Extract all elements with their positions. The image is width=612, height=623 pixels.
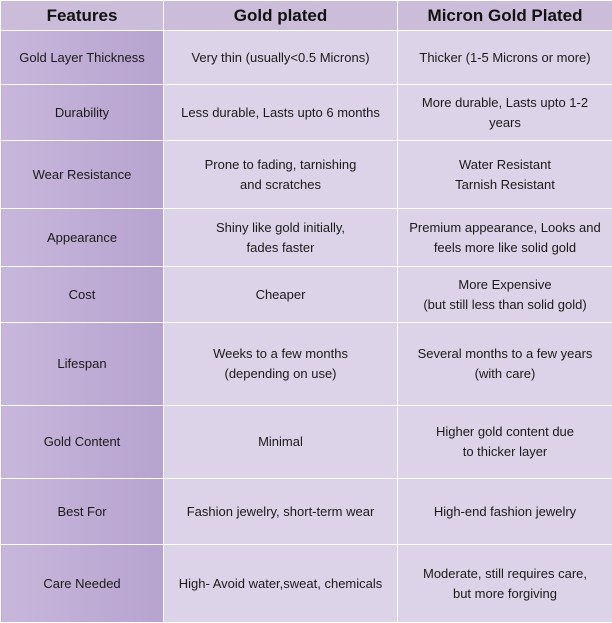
table-header — [1, 1, 612, 31]
micron-gold-plated-cell — [398, 209, 612, 267]
micron-gold-plated-value: High-end fashion jewelry — [404, 502, 606, 522]
micron-gold-plated-value: Higher gold content due to thicker layer — [404, 422, 606, 462]
feature-cell — [1, 31, 164, 85]
table-row — [1, 406, 612, 479]
gold-plated-value: Weeks to a few months (depending on use) — [170, 344, 391, 384]
gold-plated-cell — [164, 406, 398, 479]
table-body — [1, 31, 612, 623]
micron-gold-plated-cell — [398, 323, 612, 406]
table-row — [1, 267, 612, 323]
feature-label: Cost — [7, 285, 157, 305]
table-row — [1, 545, 612, 623]
micron-gold-plated-cell — [398, 479, 612, 545]
gold-plated-cell — [164, 31, 398, 85]
micron-gold-plated-value: More durable, Lasts upto 1-2 years — [404, 93, 606, 133]
micron-gold-plated-value: More Expensive (but still less than solid gold) — [404, 275, 606, 315]
micron-gold-plated-value: Several months to a few years (with care) — [404, 344, 606, 384]
feature-cell — [1, 209, 164, 267]
header-features: Features — [1, 1, 164, 31]
table-row — [1, 85, 612, 141]
feature-cell — [1, 545, 164, 623]
feature-cell — [1, 267, 164, 323]
header-row — [1, 1, 612, 31]
micron-gold-plated-cell — [398, 85, 612, 141]
feature-cell — [1, 323, 164, 406]
table-row — [1, 31, 612, 85]
gold-plated-value: Fashion jewelry, short-term wear — [170, 502, 391, 522]
gold-plated-value: Shiny like gold initially, fades faster — [170, 218, 391, 258]
gold-plated-value: Cheaper — [170, 285, 391, 305]
feature-cell — [1, 479, 164, 545]
micron-gold-plated-value: Premium appearance, Looks and feels more like solid gold — [404, 218, 606, 258]
feature-label: Care Needed — [7, 574, 157, 594]
feature-cell — [1, 406, 164, 479]
header-micron-gold-plated: Micron Gold Plated — [398, 1, 612, 31]
micron-gold-plated-cell — [398, 31, 612, 85]
gold-plated-cell — [164, 545, 398, 623]
gold-plated-cell — [164, 267, 398, 323]
header-gold-plated: Gold plated — [164, 1, 398, 31]
feature-label: Wear Resistance — [7, 165, 157, 185]
feature-label: Gold Layer Thickness — [7, 48, 157, 68]
table-row — [1, 323, 612, 406]
feature-label: Lifespan — [7, 354, 157, 374]
gold-plated-cell — [164, 323, 398, 406]
micron-gold-plated-cell — [398, 267, 612, 323]
feature-cell — [1, 141, 164, 209]
table-row — [1, 209, 612, 267]
gold-plated-value: Minimal — [170, 432, 391, 452]
gold-plated-value: Very thin (usually<0.5 Microns) — [170, 48, 391, 68]
gold-plated-cell — [164, 479, 398, 545]
feature-label: Appearance — [7, 228, 157, 248]
micron-gold-plated-value: Thicker (1-5 Microns or more) — [404, 48, 606, 68]
micron-gold-plated-value: Water Resistant Tarnish Resistant — [404, 155, 606, 195]
table-row — [1, 141, 612, 209]
gold-plated-value: Less durable, Lasts upto 6 months — [170, 103, 391, 123]
gold-plated-value: High- Avoid water,sweat, chemicals — [170, 574, 391, 594]
feature-cell — [1, 85, 164, 141]
micron-gold-plated-value: Moderate, still requires care, but more forgiving — [404, 564, 606, 604]
gold-plated-cell — [164, 85, 398, 141]
micron-gold-plated-cell — [398, 545, 612, 623]
gold-plated-cell — [164, 141, 398, 209]
feature-label: Gold Content — [7, 432, 157, 452]
table-row — [1, 479, 612, 545]
feature-label: Best For — [7, 502, 157, 522]
gold-plated-value: Prone to fading, tarnishing and scratches — [170, 155, 391, 195]
micron-gold-plated-cell — [398, 406, 612, 479]
feature-label: Durability — [7, 103, 157, 123]
gold-plated-cell — [164, 209, 398, 267]
micron-gold-plated-cell — [398, 141, 612, 209]
